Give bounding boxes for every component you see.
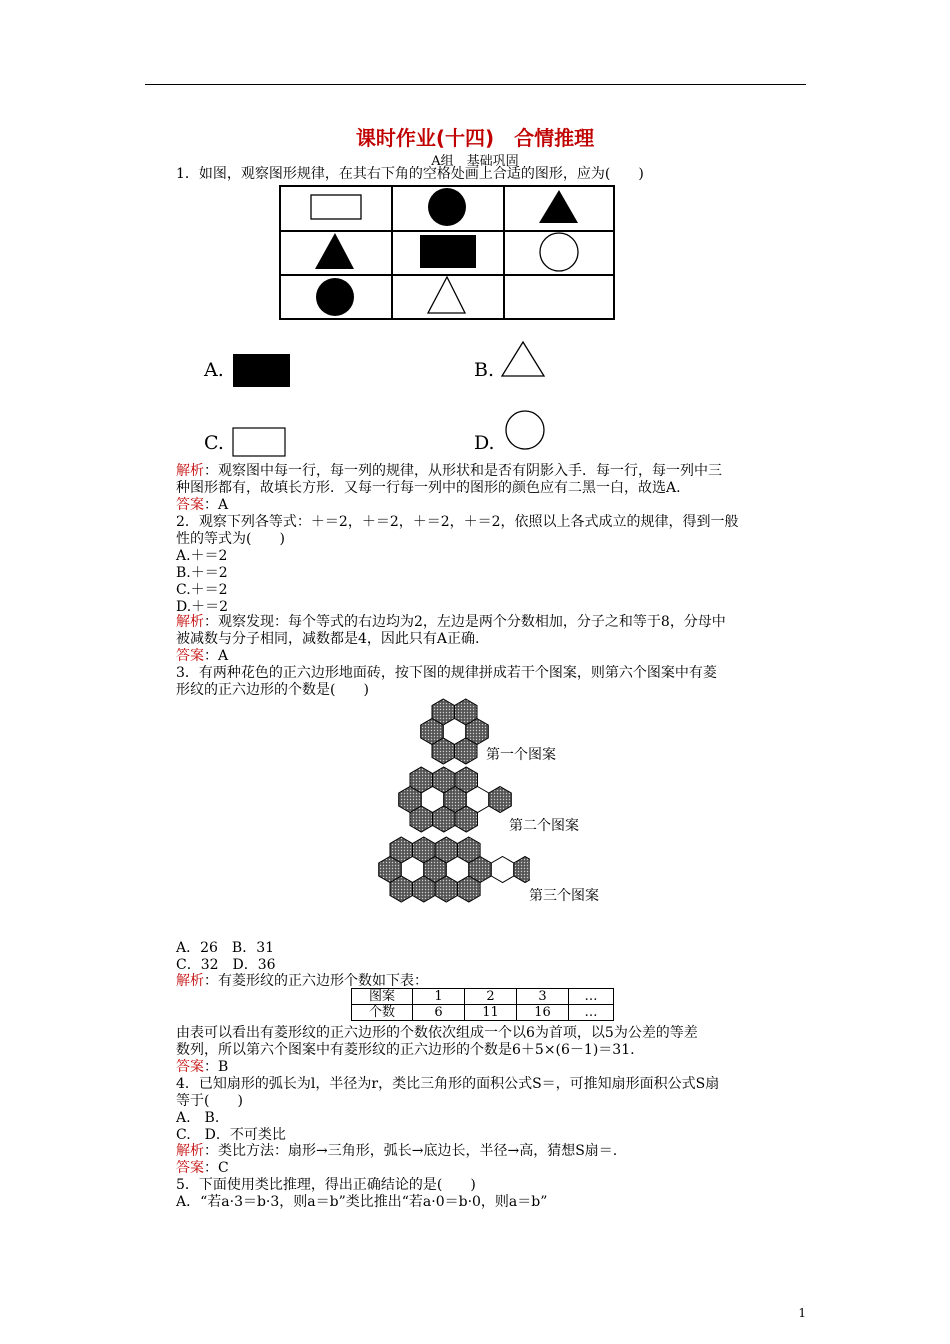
q1-analysis-line2: 种图形都有，故填长方形．又每一行每一列中的图形的颜色应有二黑一白，故选A.	[176, 480, 681, 496]
q1-analysis-line1: 解析：观察图中每一行，每一列的规律，从形状和是否有阴影入手．每一行，每一列中三	[176, 463, 722, 479]
page-title: 课时作业(十四) 合情推理	[355, 126, 595, 150]
black-circle-shape	[428, 188, 466, 226]
q4-options-line1: A. B.	[176, 1110, 220, 1126]
q3-analysis-line1: 解析：有菱形纹的正六边形个数如下表：	[176, 973, 428, 989]
option-d-white-circle	[503, 408, 547, 452]
q3-answer: 答案：B	[176, 1059, 229, 1075]
q3-stem-line1: 3．有两种花色的正六边形地面砖，按下图的规律拼成若干个图案，则第六个图案中有菱	[176, 665, 717, 681]
q5-option-a: A．“若a·3＝b·3，则a＝b”类比推出“若a·0＝b·0，则a＝b”	[176, 1194, 548, 1210]
answer-label: 答案	[176, 1160, 204, 1176]
option-c-white-rectangle	[232, 427, 288, 459]
q1-option-d-label: D.	[474, 432, 495, 454]
q1-option-c-label: C.	[204, 432, 224, 454]
white-rectangle-shape	[311, 195, 361, 219]
page-number: 1	[798, 1306, 806, 1320]
q4-answer: 答案：C	[176, 1160, 229, 1176]
q1-stem: 1．如图，观察图形规律，在其右下角的空格处画上合适的图形，应为( )	[176, 166, 644, 182]
header-rule	[145, 84, 806, 85]
q3-options-line2: C．32 D．36	[176, 957, 276, 973]
black-rectangle-shape	[420, 235, 476, 268]
q2-option-c: C.＋＝2	[176, 582, 228, 598]
patterned-hexagon-tile	[489, 787, 512, 813]
q3-stem-line2: 形纹的正六边形的个数是( )	[176, 682, 369, 698]
answer-label: 答案	[176, 497, 204, 513]
q2-analysis-line1: 解析：观察发现：每个等式的右边均为2，左边是两个分数相加，分子之和等于8，分母中	[176, 614, 726, 630]
q5-stem: 5．下面使用类比推理，得出正确结论的是( )	[176, 1177, 476, 1193]
analysis-label: 解析	[176, 973, 204, 989]
q1-option-a-label: A.	[204, 359, 224, 381]
q1-option-b-label: B.	[474, 359, 495, 381]
q4-stem-line1: 4．已知扇形的弧长为l，半径为r，类比三角形的面积公式S＝，可推知扇形面积公式S扇	[176, 1076, 720, 1092]
table-row: 个数 6 11 16 …	[352, 1005, 614, 1021]
q4-options-line2: C. D．不可类比	[176, 1127, 286, 1143]
q2-stem-line1: 2．观察下列各等式：＋＝2，＋＝2，＋＝2，＋＝2，依照以上各式成立的规律，得到一般	[176, 514, 739, 530]
pattern-label-3: 第三个图案	[529, 888, 599, 904]
patterned-hexagon-tile	[514, 857, 530, 883]
q1-answer: 答案：A	[176, 497, 229, 513]
white-triangle-shape	[428, 277, 465, 313]
q3-options-line1: A．26 B．31	[176, 940, 275, 956]
q3-explain-line2: 数列，所以第六个图案中有菱形纹的正六边形的个数是6＋5×(6－1)＝31.	[176, 1042, 635, 1058]
option-a-black-rectangle	[232, 353, 292, 389]
analysis-label: 解析	[176, 463, 204, 479]
answer-label: 答案	[176, 1059, 204, 1075]
q3-explain-line1: 由表可以看出有菱形纹的正六边形的个数依次组成一个以6为首项，以5为公差的等差	[176, 1025, 698, 1041]
q2-option-a: A.＋＝2	[176, 548, 228, 564]
black-triangle-shape	[539, 190, 578, 223]
q2-analysis-line2: 被减数与分子相同，减数都是4，因此只有A正确.	[176, 631, 480, 647]
shape-grid-figures	[279, 185, 615, 320]
analysis-label: 解析	[176, 614, 204, 630]
hexagon-count-table	[351, 988, 614, 1021]
black-triangle-shape	[315, 233, 354, 269]
q2-option-d: D.＋＝2	[176, 599, 229, 615]
answer-label: 答案	[176, 648, 204, 664]
q2-stem-line2: 性的等式为( )	[176, 531, 285, 547]
white-circle-shape	[540, 233, 578, 271]
hexagon-patterns-figure	[370, 690, 530, 910]
analysis-label: 解析	[176, 1143, 204, 1159]
pattern-label-1: 第一个图案	[486, 747, 556, 763]
q4-stem-line2: 等于( )	[176, 1093, 243, 1109]
plain-hexagon-tile	[491, 857, 514, 883]
pattern-label-2: 第二个图案	[509, 818, 579, 834]
group-heading: A组 基础巩固	[431, 154, 519, 169]
q4-analysis-line1: 解析：类比方法：扇形→三角形，弧长→底边长，半径→高，猜想S扇＝.	[176, 1143, 618, 1159]
option-b-white-triangle	[501, 340, 547, 378]
q2-answer: 答案：A	[176, 648, 229, 664]
table-row: 图案 1 2 3 …	[352, 989, 614, 1005]
black-circle-shape	[316, 278, 354, 316]
q2-option-b: B.＋＝2	[176, 565, 228, 581]
